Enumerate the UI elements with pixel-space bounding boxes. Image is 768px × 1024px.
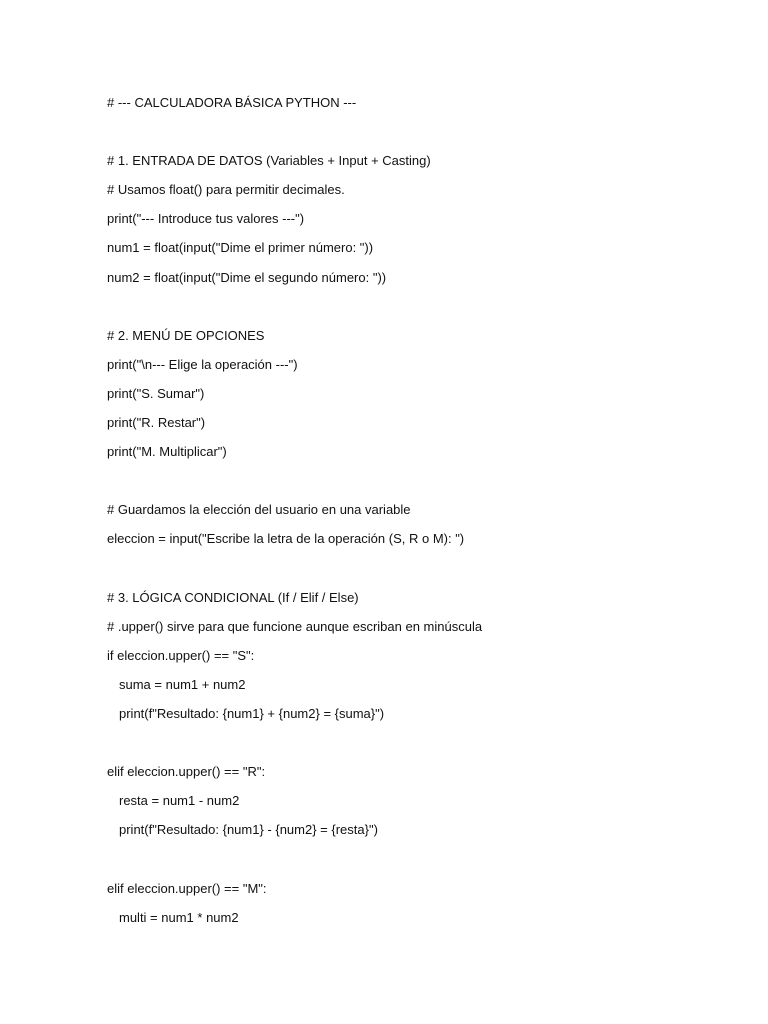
blank-line [107, 728, 727, 757]
code-line-section-3-comment: # 3. LÓGICA CONDICIONAL (If / Elif / Else) [107, 589, 359, 605]
code-line-print-intro: print("--- Introduce tus valores ---") [107, 211, 305, 227]
code-line-upper-comment: # .upper() sirve para que funcione aunque escriban en minúscula [107, 618, 483, 634]
blank-line [107, 117, 727, 146]
code-line-print-restar: print("R. Restar") [107, 415, 206, 431]
code-line-title-comment: # --- CALCULADORA BÁSICA PYTHON --- [107, 95, 357, 110]
code-line-num2: num2 = float(input("Dime el segundo número: ")) [107, 269, 387, 285]
document-body [107, 88, 727, 932]
code-line-suma: suma = num1 + num2 [119, 676, 246, 692]
code-line-float-comment: # Usamos float() para permitir decimales. [107, 182, 345, 198]
blank-line [107, 844, 727, 873]
blank-line [107, 466, 727, 495]
code-line-elif-m: elif eleccion.upper() == "M": [107, 880, 267, 896]
blank-line [107, 554, 727, 583]
code-line-eleccion-input: eleccion = input("Escribe la letra de la operación (S, R o M): ") [107, 531, 465, 547]
code-line-print-sumar: print("S. Sumar") [107, 385, 205, 401]
code-line-print-suma: print(f"Resultado: {num1} + {num2} = {suma}") [119, 705, 385, 721]
code-line-elif-r: elif eleccion.upper() == "R": [107, 764, 266, 780]
code-line-multi: multi = num1 * num2 [119, 909, 239, 925]
blank-line [107, 292, 727, 321]
code-line-section-1-comment: # 1. ENTRADA DE DATOS (Variables + Input + Casting) [107, 153, 431, 169]
code-line-guardamos-comment: # Guardamos la elección del usuario en una variable [107, 502, 411, 518]
code-line-print-multiplicar: print("M. Multiplicar") [107, 444, 227, 460]
code-line-print-resta: print(f"Resultado: {num1} - {num2} = {resta}") [119, 822, 378, 838]
code-line-print-menu-header: print("\n--- Elige la operación ---") [107, 356, 298, 372]
code-line-if-s: if eleccion.upper() == "S": [107, 647, 255, 663]
code-line-resta: resta = num1 - num2 [119, 793, 240, 809]
code-line-section-2-comment: # 2. MENÚ DE OPCIONES [107, 327, 265, 343]
code-line-num1: num1 = float(input("Dime el primer número: ")) [107, 240, 374, 256]
